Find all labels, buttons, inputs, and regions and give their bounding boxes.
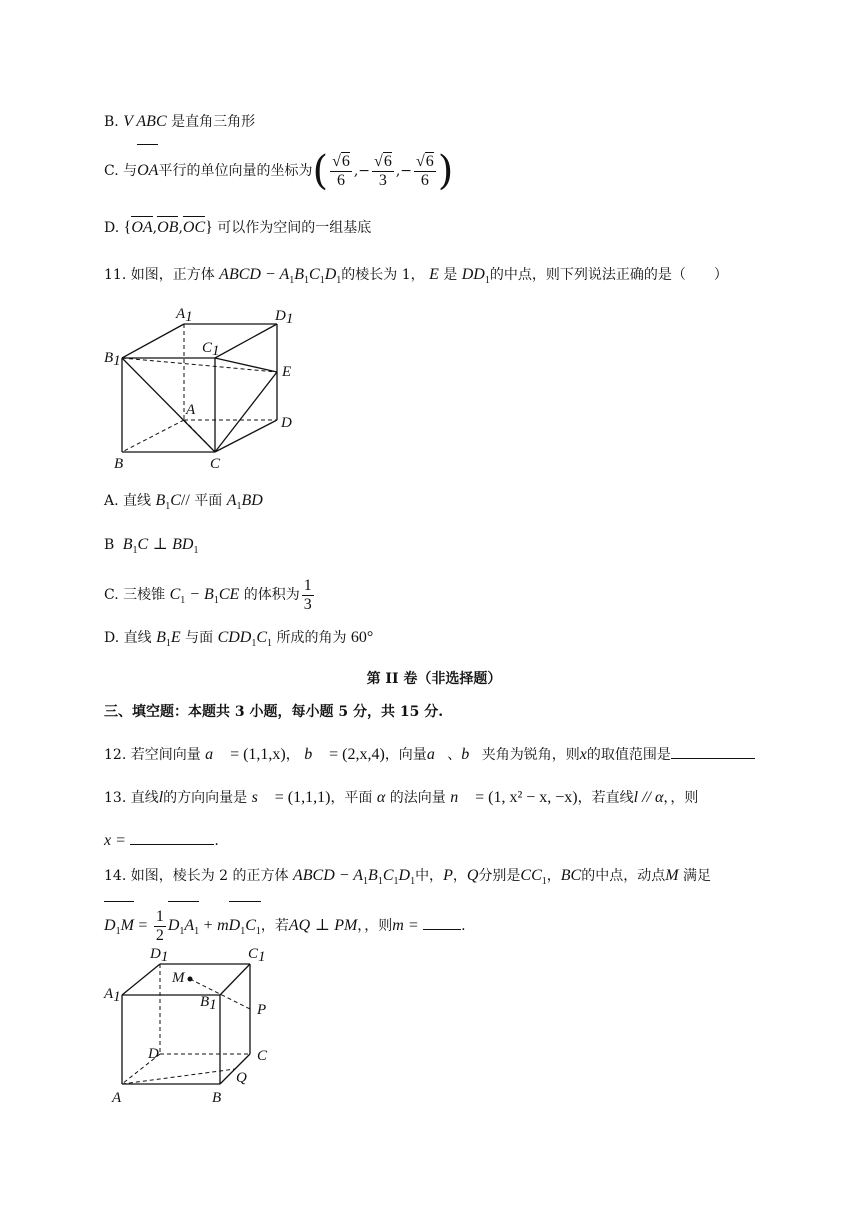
question-text: 若空间向量 bbox=[130, 747, 201, 763]
option-text: 可以作为空间的一组基底 bbox=[217, 220, 372, 236]
label-a1: A1 bbox=[104, 986, 121, 1005]
option-label: B bbox=[104, 537, 115, 553]
fraction: $\frac{1}{2}$ bbox=[155, 907, 164, 944]
question-text: 、 bbox=[447, 747, 462, 763]
label-b: B bbox=[114, 456, 124, 472]
label-d: D bbox=[148, 1046, 159, 1062]
question-text: ，则 bbox=[364, 918, 393, 934]
option-text: 与面 bbox=[185, 630, 214, 646]
label-d1: D1 bbox=[275, 308, 294, 327]
label-a1: A1 bbox=[176, 306, 193, 325]
question-number: 13. bbox=[104, 790, 127, 806]
option-text: 直线 bbox=[123, 493, 152, 509]
question-text: ，向量 bbox=[384, 747, 427, 763]
question-text: 是 bbox=[443, 267, 458, 283]
vector-oc: OC bbox=[182, 219, 206, 236]
period: . bbox=[461, 918, 466, 934]
option-label: C. bbox=[104, 163, 119, 179]
label-a: A bbox=[186, 402, 196, 418]
q11-option-a: A. 直线 $B_1C//$ 平面 $A_1BD$ bbox=[104, 492, 263, 513]
question-text: 中， bbox=[415, 868, 444, 884]
label-c: C bbox=[257, 1048, 268, 1064]
option-text: 与 bbox=[123, 163, 138, 179]
question-text: 的方向向量是 bbox=[163, 790, 248, 806]
answer-prefix: m = bbox=[392, 917, 419, 934]
right-paren: ) bbox=[437, 148, 454, 194]
answer-prefix: x = bbox=[104, 832, 126, 849]
q10-option-d: D. {OA,OB,OC} 可以作为空间的一组基底 bbox=[104, 219, 372, 236]
fraction: $\frac{√6}{6}$ bbox=[416, 152, 434, 189]
option-text: 的体积为 bbox=[243, 587, 300, 603]
label-m: M bbox=[172, 970, 185, 986]
question-number: 11. bbox=[104, 267, 127, 283]
option-label: C. bbox=[104, 587, 119, 603]
option-text: 直线 bbox=[123, 630, 152, 646]
period: . bbox=[214, 833, 219, 849]
vector-s-value: = (1,1,1) bbox=[274, 789, 331, 806]
label-a: A bbox=[112, 1090, 122, 1106]
q14-condition: $D_1M$ = $\frac{1}{2}$ $D_1A_1 + mD_1C_1$，若AQ ⊥ PM，，则m = . bbox=[104, 903, 466, 955]
answer-blank[interactable] bbox=[130, 830, 214, 845]
answer-blank[interactable] bbox=[423, 915, 461, 930]
vector-n-value: = (1, x² − x, −x) bbox=[475, 789, 578, 806]
question-text: 夹角为锐角，则 bbox=[481, 747, 580, 763]
option-text: 三棱锥 bbox=[123, 587, 166, 603]
section-title: 第 II 卷（非选择题） bbox=[366, 671, 502, 687]
angle-value: 60° bbox=[350, 629, 374, 646]
question-text: 的中点，动点 bbox=[581, 868, 666, 884]
option-label: A. bbox=[104, 493, 119, 509]
question-text: 分别是 bbox=[478, 868, 521, 884]
vector-ob: OB bbox=[157, 219, 179, 236]
q11-option-d: D. 直线 $B_1E$ 与面 $CDD_1C_1$ 所成的角为 60° bbox=[104, 629, 374, 650]
option-label: B. bbox=[104, 114, 119, 130]
q13-stem: 13. 直线l的方向向量是 s⃗ = (1,1,1)，平面 α 的法向量 n⃗ = (1, x² − x, −x)，若直线l // α，，则 bbox=[104, 789, 699, 806]
q12-stem: 12. 若空间向量 a⃗ = (1,1,x)， b⃗ = (2,x,4)，向量a⃗、b⃗夹角为锐角，则x的取值范围是 bbox=[104, 744, 755, 765]
label-b1: B1 bbox=[104, 350, 121, 369]
label-c1: C1 bbox=[202, 340, 220, 359]
question-text: 如图，棱长为 2 的正方体 bbox=[130, 868, 289, 884]
q13-answer bbox=[104, 830, 219, 851]
q11-option-c: C. 三棱锥 $C_1 - B_1CE$ 的体积为 $\frac{1}{3}$ bbox=[104, 576, 312, 613]
fraction: $\frac{1}{3}$ bbox=[303, 576, 312, 613]
question-text: ，平面 bbox=[330, 790, 373, 806]
vector-oa: OA bbox=[131, 219, 153, 236]
q11-stem: 11. 如图，正方体 ABCD − $A_1B_1C_1D_1$的棱长为 1， E 是 $DD_1$的中点，则下列说法正确的是（ ） bbox=[104, 266, 728, 287]
label-b: B bbox=[212, 1090, 222, 1106]
fraction: $\frac{√6}{6}$ bbox=[332, 152, 350, 189]
question-text: 的棱长为 1， bbox=[341, 267, 425, 283]
option-text: 所成的角为 bbox=[276, 630, 347, 646]
question-text: 如图，正方体 bbox=[130, 267, 215, 283]
question-text: ，若 bbox=[260, 918, 289, 934]
option-text: 平行的单位向量的坐标为 bbox=[158, 163, 313, 179]
question-text: 的中点，则下列说法正确的是（ ） bbox=[489, 267, 728, 283]
question-text: 的法向量 bbox=[389, 790, 446, 806]
question-text: 直线 bbox=[130, 790, 159, 806]
vector-b-value: = (2,x,4) bbox=[329, 746, 385, 763]
math-expression: V ABC bbox=[123, 113, 167, 130]
option-label: D. bbox=[104, 220, 120, 236]
answer-blank[interactable] bbox=[671, 744, 755, 759]
cube-figure-q14 bbox=[100, 940, 290, 1110]
q14-stem: 14. 如图，棱长为 2 的正方体 ABCD − $A_1B_1C_1D_1$中，P，Q分别是$CC_1$，BC的中点，动点M 满足 bbox=[104, 867, 711, 888]
q11-option-b: B $B_1C$ ⊥ $BD_1$ bbox=[104, 536, 199, 557]
fraction: $\frac{√6}{3}$ bbox=[374, 152, 392, 189]
label-c: C bbox=[210, 456, 221, 472]
vector-a-value: = (1,1,x) bbox=[230, 746, 286, 763]
label-c1: C1 bbox=[248, 946, 266, 965]
point-m bbox=[188, 977, 193, 982]
question-number: 14. bbox=[104, 868, 127, 884]
label-p: P bbox=[257, 1002, 267, 1018]
question-text: ，则 bbox=[670, 790, 699, 806]
label-e: E bbox=[282, 364, 292, 380]
question-text: 的取值范围是 bbox=[586, 747, 671, 763]
option-label: D. bbox=[104, 630, 120, 646]
label-d: D bbox=[281, 415, 292, 431]
option-text: 是直角三角形 bbox=[171, 114, 256, 130]
q10-option-c: C. 与OA平行的单位向量的坐标为( $\frac{√6}{6}$ ,− $\frac{√6}{3}$ ,− $\frac{√6}{6}$ ) bbox=[104, 148, 454, 194]
section-subtitle: 三、填空题：本题共 3 小题，每小题 5 分，共 15 分. bbox=[104, 704, 444, 720]
question-text: ，若直线 bbox=[577, 790, 634, 806]
label-q: Q bbox=[236, 1070, 247, 1086]
cube-figure-q11 bbox=[100, 300, 310, 475]
question-text: 满足 bbox=[682, 868, 711, 884]
q10-option-b bbox=[104, 112, 255, 132]
vector-oa: OA bbox=[137, 146, 158, 196]
label-d1: D1 bbox=[150, 946, 169, 965]
option-text: 平面 bbox=[194, 493, 223, 509]
label-b1: B1 bbox=[200, 994, 217, 1013]
left-paren: ( bbox=[312, 148, 329, 194]
question-number: 12. bbox=[104, 747, 127, 763]
